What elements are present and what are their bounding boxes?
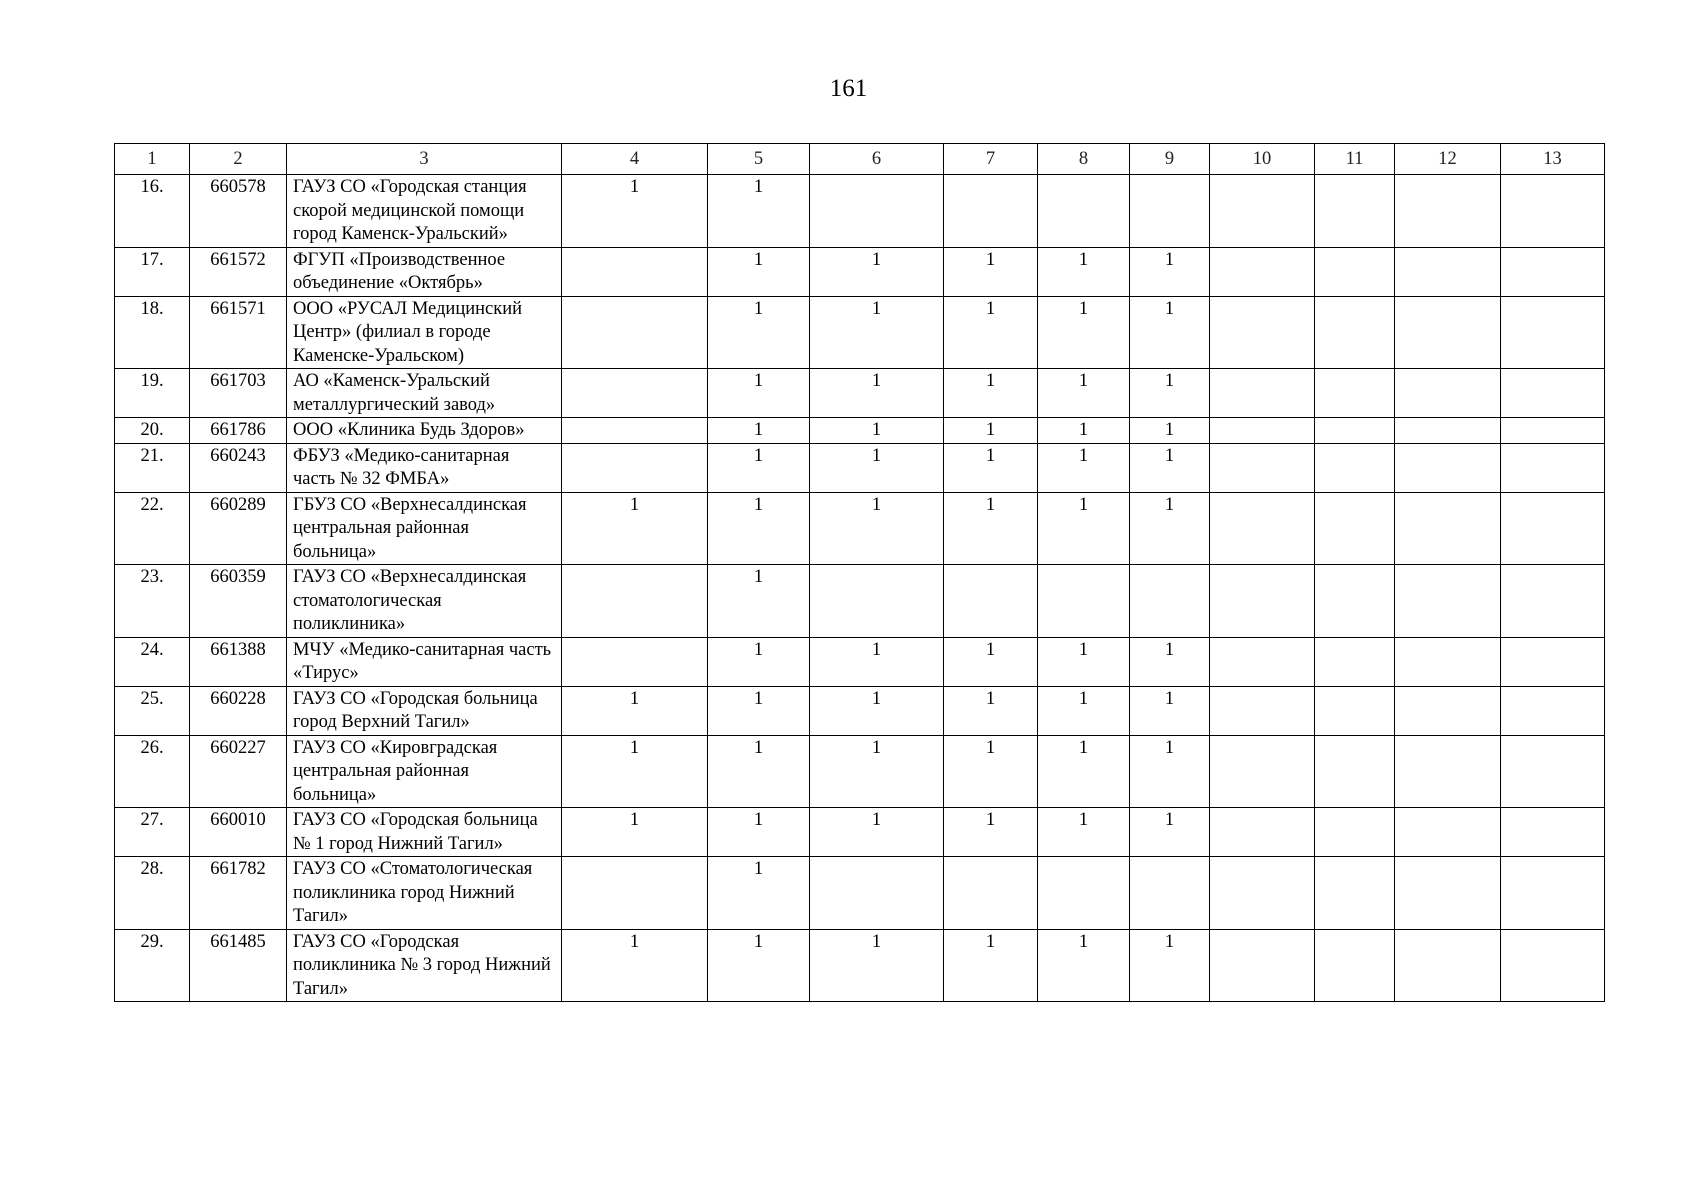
value-cell	[1315, 857, 1395, 930]
value-cell	[1501, 857, 1605, 930]
value-cell: 1	[1130, 637, 1210, 686]
value-cell: 1	[1038, 443, 1130, 492]
organization-code-cell: 661485	[190, 929, 287, 1002]
value-cell: 1	[944, 369, 1038, 418]
value-cell: 1	[1130, 443, 1210, 492]
value-cell	[1210, 296, 1315, 369]
column-header: 9	[1130, 144, 1210, 175]
value-cell: 1	[562, 929, 708, 1002]
table-row	[115, 296, 1605, 369]
row-number-cell: 27.	[115, 808, 190, 857]
column-header: 3	[287, 144, 562, 175]
organization-code-cell: 661782	[190, 857, 287, 930]
organization-code-cell: 661571	[190, 296, 287, 369]
table-row	[115, 492, 1605, 565]
value-cell	[562, 443, 708, 492]
value-cell	[1501, 247, 1605, 296]
organization-code-cell: 660010	[190, 808, 287, 857]
row-number-cell: 22.	[115, 492, 190, 565]
value-cell	[1210, 369, 1315, 418]
value-cell	[1395, 735, 1501, 808]
value-cell	[1501, 686, 1605, 735]
value-cell	[810, 565, 944, 638]
organization-name-cell: ФГУП «Производственное объединение «Октябрь»	[287, 247, 562, 296]
value-cell: 1	[562, 808, 708, 857]
value-cell: 1	[810, 296, 944, 369]
row-number-cell: 24.	[115, 637, 190, 686]
value-cell	[1210, 735, 1315, 808]
column-header: 7	[944, 144, 1038, 175]
column-header: 10	[1210, 144, 1315, 175]
organization-name-cell: ГАУЗ СО «Городская станция скорой медицинской помощи город Каменск-Уральский»	[287, 175, 562, 248]
value-cell: 1	[1038, 296, 1130, 369]
value-cell: 1	[944, 492, 1038, 565]
value-cell: 1	[1038, 637, 1130, 686]
value-cell	[1395, 443, 1501, 492]
value-cell: 1	[944, 735, 1038, 808]
organization-name-cell: ГАУЗ СО «Стоматологическая поликлиника город Нижний Тагил»	[287, 857, 562, 930]
value-cell: 1	[1038, 735, 1130, 808]
table-row	[115, 929, 1605, 1002]
value-cell	[562, 418, 708, 444]
value-cell	[1210, 418, 1315, 444]
value-cell	[1395, 929, 1501, 1002]
value-cell: 1	[810, 443, 944, 492]
value-cell	[562, 247, 708, 296]
data-table	[114, 143, 1605, 1002]
value-cell: 1	[944, 418, 1038, 444]
value-cell	[1315, 492, 1395, 565]
row-number-cell: 16.	[115, 175, 190, 248]
value-cell	[1315, 443, 1395, 492]
value-cell	[1501, 565, 1605, 638]
table-row	[115, 247, 1605, 296]
value-cell	[1210, 443, 1315, 492]
value-cell: 1	[708, 175, 810, 248]
organization-name-cell: ГБУЗ СО «Верхнесалдинская центральная районная больница»	[287, 492, 562, 565]
value-cell	[1501, 637, 1605, 686]
value-cell: 1	[708, 929, 810, 1002]
value-cell: 1	[708, 735, 810, 808]
value-cell: 1	[810, 808, 944, 857]
value-cell: 1	[944, 247, 1038, 296]
value-cell: 1	[810, 686, 944, 735]
value-cell	[1315, 808, 1395, 857]
value-cell	[1315, 296, 1395, 369]
column-header: 13	[1501, 144, 1605, 175]
value-cell: 1	[1038, 929, 1130, 1002]
value-cell: 1	[944, 929, 1038, 1002]
row-number-cell: 17.	[115, 247, 190, 296]
value-cell: 1	[1130, 808, 1210, 857]
value-cell: 1	[1130, 686, 1210, 735]
column-header: 11	[1315, 144, 1395, 175]
value-cell	[1315, 565, 1395, 638]
value-cell: 1	[1038, 247, 1130, 296]
value-cell	[1395, 175, 1501, 248]
column-header: 2	[190, 144, 287, 175]
table-row	[115, 857, 1605, 930]
table-row	[115, 418, 1605, 444]
value-cell: 1	[944, 686, 1038, 735]
value-cell	[1395, 296, 1501, 369]
value-cell	[1130, 857, 1210, 930]
page-number: 161	[829, 75, 868, 102]
value-cell	[1210, 857, 1315, 930]
value-cell	[1038, 565, 1130, 638]
value-cell: 1	[810, 492, 944, 565]
value-cell	[1395, 637, 1501, 686]
value-cell	[810, 175, 944, 248]
value-cell	[1210, 175, 1315, 248]
organization-name-cell: ГАУЗ СО «Городская больница город Верхний Тагил»	[287, 686, 562, 735]
organization-name-cell: МЧУ «Медико-санитарная часть «Тирус»	[287, 637, 562, 686]
table-body	[115, 175, 1605, 1002]
value-cell	[562, 565, 708, 638]
column-header: 4	[562, 144, 708, 175]
organization-name-cell: ГАУЗ СО «Городская больница № 1 город Нижний Тагил»	[287, 808, 562, 857]
organization-code-cell: 661703	[190, 369, 287, 418]
value-cell: 1	[1038, 492, 1130, 565]
value-cell: 1	[1130, 929, 1210, 1002]
value-cell	[1315, 175, 1395, 248]
organization-name-cell: АО «Каменск-Уральский металлургический завод»	[287, 369, 562, 418]
value-cell: 1	[810, 418, 944, 444]
row-number-cell: 28.	[115, 857, 190, 930]
value-cell	[1501, 175, 1605, 248]
value-cell	[562, 637, 708, 686]
table-row	[115, 565, 1605, 638]
value-cell	[1210, 808, 1315, 857]
value-cell: 1	[810, 247, 944, 296]
column-header: 6	[810, 144, 944, 175]
organization-code-cell: 660227	[190, 735, 287, 808]
value-cell: 1	[1130, 492, 1210, 565]
table-row	[115, 175, 1605, 248]
organization-name-cell: ГАУЗ СО «Верхнесалдинская стоматологическая поликлиника»	[287, 565, 562, 638]
value-cell	[1395, 857, 1501, 930]
row-number-cell: 19.	[115, 369, 190, 418]
value-cell	[1395, 565, 1501, 638]
column-header: 8	[1038, 144, 1130, 175]
table-row	[115, 808, 1605, 857]
value-cell	[944, 857, 1038, 930]
value-cell	[1315, 686, 1395, 735]
value-cell	[1210, 565, 1315, 638]
value-cell: 1	[1130, 735, 1210, 808]
value-cell	[1395, 808, 1501, 857]
value-cell: 1	[708, 418, 810, 444]
value-cell: 1	[562, 735, 708, 808]
value-cell	[562, 296, 708, 369]
value-cell: 1	[708, 247, 810, 296]
organization-name-cell: ООО «Клиника Будь Здоров»	[287, 418, 562, 444]
value-cell: 1	[708, 637, 810, 686]
value-cell	[1315, 929, 1395, 1002]
table-row	[115, 369, 1605, 418]
value-cell	[1210, 492, 1315, 565]
header-row	[115, 144, 1605, 175]
value-cell	[1315, 247, 1395, 296]
value-cell	[1501, 808, 1605, 857]
row-number-cell: 29.	[115, 929, 190, 1002]
table-row	[115, 735, 1605, 808]
value-cell: 1	[562, 492, 708, 565]
organization-name-cell: ООО «РУСАЛ Медицинский Центр» (филиал в городе Каменске-Уральском)	[287, 296, 562, 369]
value-cell	[1501, 735, 1605, 808]
value-cell: 1	[562, 175, 708, 248]
value-cell: 1	[1038, 369, 1130, 418]
organization-name-cell: ГАУЗ СО «Городская поликлиника № 3 город Нижний Тагил»	[287, 929, 562, 1002]
organization-code-cell: 660359	[190, 565, 287, 638]
row-number-cell: 23.	[115, 565, 190, 638]
column-header: 12	[1395, 144, 1501, 175]
value-cell	[944, 175, 1038, 248]
organization-code-cell: 661388	[190, 637, 287, 686]
value-cell: 1	[708, 492, 810, 565]
value-cell: 1	[810, 735, 944, 808]
value-cell: 1	[1130, 296, 1210, 369]
organization-code-cell: 660243	[190, 443, 287, 492]
row-number-cell: 26.	[115, 735, 190, 808]
value-cell	[1210, 686, 1315, 735]
table-row	[115, 637, 1605, 686]
value-cell: 1	[944, 808, 1038, 857]
value-cell: 1	[1038, 418, 1130, 444]
value-cell	[1315, 418, 1395, 444]
value-cell: 1	[708, 565, 810, 638]
value-cell	[1130, 565, 1210, 638]
value-cell: 1	[1038, 808, 1130, 857]
organization-name-cell: ГАУЗ СО «Кировградская центральная районная больница»	[287, 735, 562, 808]
value-cell	[1395, 492, 1501, 565]
value-cell: 1	[944, 296, 1038, 369]
value-cell	[1395, 418, 1501, 444]
value-cell: 1	[1130, 418, 1210, 444]
value-cell	[1501, 929, 1605, 1002]
value-cell: 1	[944, 637, 1038, 686]
row-number-cell: 20.	[115, 418, 190, 444]
value-cell: 1	[708, 857, 810, 930]
organization-code-cell: 660289	[190, 492, 287, 565]
value-cell	[944, 565, 1038, 638]
value-cell	[1210, 929, 1315, 1002]
row-number-cell: 21.	[115, 443, 190, 492]
value-cell	[562, 857, 708, 930]
column-header: 5	[708, 144, 810, 175]
value-cell	[810, 857, 944, 930]
row-number-cell: 18.	[115, 296, 190, 369]
value-cell	[1315, 735, 1395, 808]
value-cell: 1	[708, 296, 810, 369]
organization-name-cell: ФБУЗ «Медико-санитарная часть № 32 ФМБА»	[287, 443, 562, 492]
value-cell	[1038, 175, 1130, 248]
value-cell	[1501, 296, 1605, 369]
table-row	[115, 443, 1605, 492]
value-cell: 1	[1130, 247, 1210, 296]
value-cell: 1	[810, 929, 944, 1002]
value-cell: 1	[1130, 369, 1210, 418]
row-number-cell: 25.	[115, 686, 190, 735]
column-header: 1	[115, 144, 190, 175]
value-cell: 1	[708, 443, 810, 492]
value-cell	[1395, 686, 1501, 735]
value-cell	[1315, 637, 1395, 686]
value-cell	[1038, 857, 1130, 930]
value-cell: 1	[944, 443, 1038, 492]
organization-code-cell: 660228	[190, 686, 287, 735]
value-cell: 1	[810, 637, 944, 686]
value-cell: 1	[810, 369, 944, 418]
value-cell: 1	[708, 686, 810, 735]
value-cell: 1	[708, 369, 810, 418]
organization-code-cell: 661786	[190, 418, 287, 444]
organization-code-cell: 660578	[190, 175, 287, 248]
value-cell	[1501, 418, 1605, 444]
value-cell	[1210, 247, 1315, 296]
value-cell	[1395, 369, 1501, 418]
organization-code-cell: 661572	[190, 247, 287, 296]
value-cell	[1501, 443, 1605, 492]
value-cell: 1	[708, 808, 810, 857]
value-cell	[1210, 637, 1315, 686]
table-row	[115, 686, 1605, 735]
value-cell: 1	[1038, 686, 1130, 735]
value-cell: 1	[562, 686, 708, 735]
value-cell	[1501, 369, 1605, 418]
value-cell	[1315, 369, 1395, 418]
value-cell	[1395, 247, 1501, 296]
value-cell	[1130, 175, 1210, 248]
value-cell	[562, 369, 708, 418]
value-cell	[1501, 492, 1605, 565]
